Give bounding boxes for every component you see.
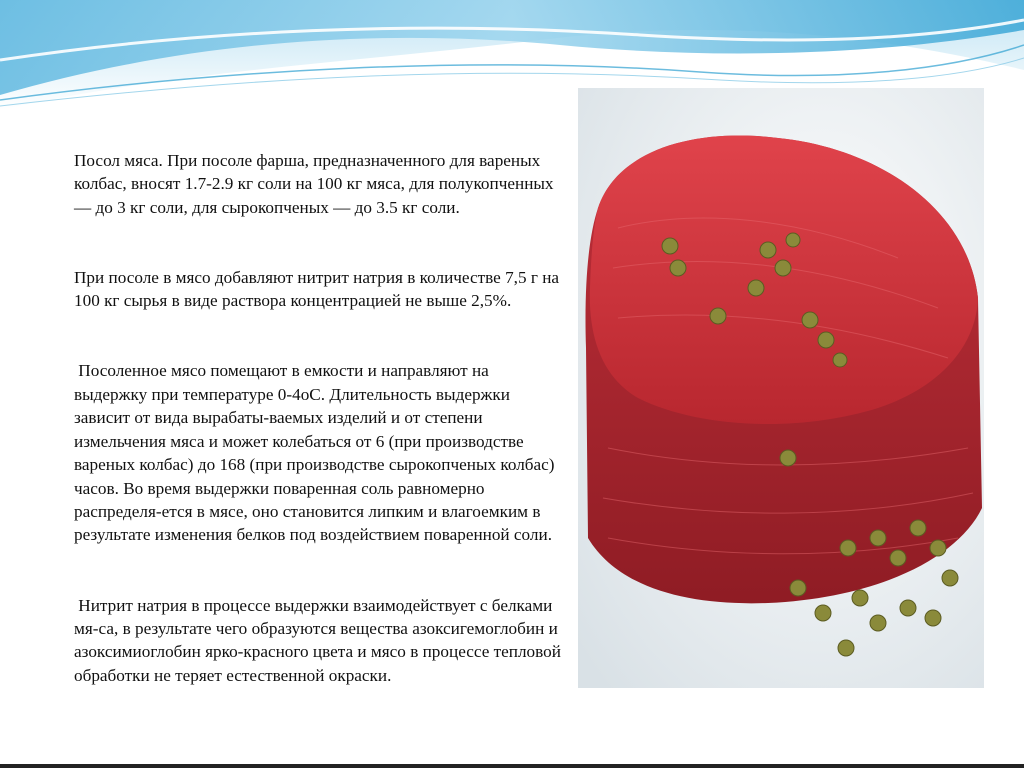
paragraph-salting-intro: Посол мяса. При посоле фарша, предназначенного для вареных колбас, вносят 1.7-2.9 кг соли на 100 кг мяса, для полукопченных — до 3 кг соли, для сырокопченых — до 3.5 кг соли. [74,150,558,217]
paragraph-nitrite: При посоле в мясо добавляют нитрит натрия в количестве 7,5 г на 100 кг сырья в виде раствора концентрацией не выше 2,5%. [74,267,564,311]
body-text [74,102,564,734]
paragraph-aging: Посоленное мясо помещают в емкости и направляют на выдержку при температуре 0-4оС. Длительность выдержки зависит от вида вырабаты-ваемых изделий и от степени измельчения мяса и может колебаться от 6 (при производстве вареных колбас) до 168 (при производстве сырокопченых колбас) часов. Во время выдержки поваренная соль равномерно распределя-ется в мясе, оно становится липким и влагоемким в результате изменения белков под воздействием поваренной соли. [74,361,559,545]
paragraph-color-retention: Нитрит натрия в процессе выдержки взаимодействует с белками мя-са, в результате чего образуются вещества азоксигемоглобин и азоксимиоглобин ярко-красного цвета и мясо в процессе тепловой обработки не теряет естественной окраски. [74,595,566,685]
raw-meat-steak-with-peppercorns-photo [578,88,984,688]
bottom-border [0,764,1024,768]
meat-illustration [578,88,984,688]
